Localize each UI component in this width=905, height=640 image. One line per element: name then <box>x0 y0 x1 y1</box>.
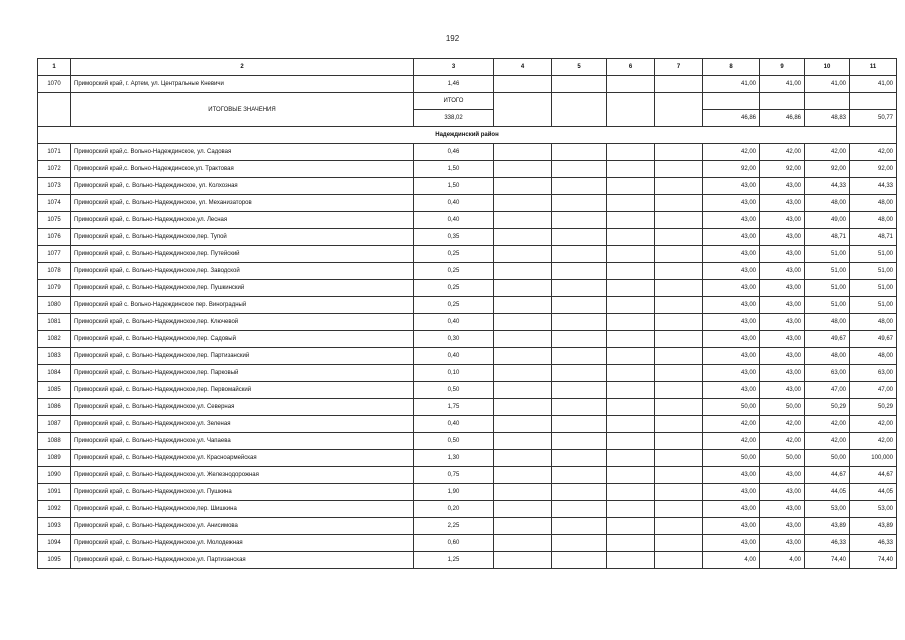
value-col-9: 43,00 <box>760 331 805 348</box>
road-length: 0,20 <box>414 501 494 518</box>
table-row <box>38 433 897 450</box>
value-col-10: 43,89 <box>805 518 850 535</box>
value-col-9: 43,00 <box>760 178 805 195</box>
value-col-9: 43,00 <box>760 297 805 314</box>
row-number: 1076 <box>38 229 71 246</box>
value-col-11: 100,000 <box>850 450 897 467</box>
value-col-11: 46,33 <box>850 535 897 552</box>
road-length: 0,40 <box>414 348 494 365</box>
road-name: Приморский край, с. Вольно-Надеждинское,пер. Партизанский <box>71 348 414 365</box>
value-col-8: 42,00 <box>703 433 760 450</box>
table-row <box>38 246 897 263</box>
value-col-10: 44,05 <box>805 484 850 501</box>
road-name: Приморский край, с. Вольно-Надеждинское,ул. Партизанская <box>71 552 414 569</box>
road-length: 1,50 <box>414 161 494 178</box>
value-col-10: 42,00 <box>805 144 850 161</box>
table-row <box>38 229 897 246</box>
value-col-8: 50,00 <box>703 399 760 416</box>
road-name: Приморский край, с. Вольно-Надеждинское,ул. Красноармейская <box>71 450 414 467</box>
value-col-10: 74,40 <box>805 552 850 569</box>
totals-col-10: 48,83 <box>805 110 850 127</box>
row-number: 1070 <box>38 76 71 93</box>
road-name: Приморский край, с. Вольно-Надеждинское,пер. Первомайский <box>71 382 414 399</box>
value-col-11: 44,33 <box>850 178 897 195</box>
table-row <box>38 467 897 484</box>
road-name: Приморский край, с. Вольно-Надеждинское,ул. Чапаева <box>71 433 414 450</box>
value-col-8: 43,00 <box>703 331 760 348</box>
column-header: 9 <box>760 59 805 76</box>
value-col-10: 50,29 <box>805 399 850 416</box>
road-name: Приморский край, с. Вольно-Надеждинское,ул. Пушкина <box>71 484 414 501</box>
column-header: 2 <box>71 59 414 76</box>
row-number: 1093 <box>38 518 71 535</box>
row-number: 1092 <box>38 501 71 518</box>
value-col-11: 48,00 <box>850 212 897 229</box>
value-col-10: 48,00 <box>805 195 850 212</box>
value-col-10: 49,00 <box>805 212 850 229</box>
value-col-8: 43,00 <box>703 467 760 484</box>
totals-col-11: 50,77 <box>850 110 897 127</box>
row-number: 1087 <box>38 416 71 433</box>
value-col-10: 53,00 <box>805 501 850 518</box>
value-col-9: 92,00 <box>760 161 805 178</box>
section-row <box>38 127 897 144</box>
road-length: 0,60 <box>414 535 494 552</box>
table-row <box>38 552 897 569</box>
value-col-9: 43,00 <box>760 348 805 365</box>
value-col-8: 43,00 <box>703 246 760 263</box>
road-length: 0,25 <box>414 297 494 314</box>
value-col-8: 43,00 <box>703 348 760 365</box>
value-col-9: 43,00 <box>760 467 805 484</box>
row-number: 1091 <box>38 484 71 501</box>
value-col-8: 43,00 <box>703 382 760 399</box>
row-number: 1090 <box>38 467 71 484</box>
table-row <box>38 297 897 314</box>
road-name: Приморский край, с. Вольно-Надеждинское,пер. Пушкинский <box>71 280 414 297</box>
value-col-11: 44,67 <box>850 467 897 484</box>
value-col-10: 41,00 <box>805 76 850 93</box>
road-name: Приморский край, с. Вольно-Надеждинское,ул. Анисимова <box>71 518 414 535</box>
totals-row <box>38 93 897 110</box>
row-number: 1077 <box>38 246 71 263</box>
value-col-11: 42,00 <box>850 416 897 433</box>
table-row <box>38 450 897 467</box>
column-header: 8 <box>703 59 760 76</box>
value-col-8: 41,00 <box>703 76 760 93</box>
value-col-11: 48,00 <box>850 348 897 365</box>
value-col-11: 48,00 <box>850 314 897 331</box>
road-name: Приморский край,с. Вольно-Надеждинское, ул. Садовая <box>71 144 414 161</box>
value-col-9: 43,00 <box>760 501 805 518</box>
value-col-11: 42,00 <box>850 144 897 161</box>
table-row <box>38 331 897 348</box>
value-col-11: 48,00 <box>850 195 897 212</box>
value-col-10: 63,00 <box>805 365 850 382</box>
value-col-11: 47,00 <box>850 382 897 399</box>
value-col-11: 74,40 <box>850 552 897 569</box>
row-number: 1072 <box>38 161 71 178</box>
value-col-9: 42,00 <box>760 416 805 433</box>
value-col-8: 43,00 <box>703 229 760 246</box>
totals-sum: 338,02 <box>414 110 494 127</box>
road-name: Приморский край, с. Вольно-Надеждинское,пер. Садовый <box>71 331 414 348</box>
road-length: 0,25 <box>414 263 494 280</box>
value-col-10: 44,67 <box>805 467 850 484</box>
row-number: 1074 <box>38 195 71 212</box>
value-col-11: 51,00 <box>850 246 897 263</box>
value-col-10: 51,00 <box>805 297 850 314</box>
value-col-8: 43,00 <box>703 263 760 280</box>
value-col-9: 43,00 <box>760 212 805 229</box>
road-table <box>37 58 897 569</box>
value-col-9: 4,00 <box>760 552 805 569</box>
value-col-8: 50,00 <box>703 450 760 467</box>
value-col-8: 43,00 <box>703 195 760 212</box>
value-col-10: 51,00 <box>805 280 850 297</box>
value-col-11: 51,00 <box>850 280 897 297</box>
value-col-10: 49,67 <box>805 331 850 348</box>
row-number: 1075 <box>38 212 71 229</box>
value-col-10: 47,00 <box>805 382 850 399</box>
row-number: 1086 <box>38 399 71 416</box>
value-col-8: 43,00 <box>703 535 760 552</box>
road-name: Приморский край с. Вольно-Надеждинское пер. Виноградный <box>71 297 414 314</box>
road-length: 0,40 <box>414 416 494 433</box>
value-col-8: 43,00 <box>703 518 760 535</box>
value-col-11: 51,00 <box>850 297 897 314</box>
road-name: Приморский край, с. Вольно-Надеждинское,ул. Молодежная <box>71 535 414 552</box>
column-header: 5 <box>552 59 607 76</box>
road-length: 1,75 <box>414 399 494 416</box>
table-row <box>38 501 897 518</box>
value-col-9: 43,00 <box>760 518 805 535</box>
table-row <box>38 178 897 195</box>
value-col-9: 42,00 <box>760 144 805 161</box>
value-col-8: 42,00 <box>703 416 760 433</box>
row-number: 1082 <box>38 331 71 348</box>
value-col-10: 51,00 <box>805 263 850 280</box>
road-name: Приморский край, с. Вольно-Надеждинское, ул. Механизаторов <box>71 195 414 212</box>
value-col-10: 48,71 <box>805 229 850 246</box>
road-length: 0,40 <box>414 314 494 331</box>
value-col-9: 43,00 <box>760 263 805 280</box>
value-col-8: 92,00 <box>703 161 760 178</box>
column-header: 7 <box>655 59 703 76</box>
row-number: 1079 <box>38 280 71 297</box>
value-col-9: 50,00 <box>760 450 805 467</box>
table-row <box>38 314 897 331</box>
road-length: 0,40 <box>414 195 494 212</box>
road-length: 2,25 <box>414 518 494 535</box>
row-number: 1088 <box>38 433 71 450</box>
value-col-9: 43,00 <box>760 314 805 331</box>
value-col-9: 43,00 <box>760 484 805 501</box>
row-number: 1094 <box>38 535 71 552</box>
value-col-11: 50,29 <box>850 399 897 416</box>
table-row <box>38 76 897 93</box>
road-name: Приморский край, с. Вольно-Надеждинское, ул. Колхозная <box>71 178 414 195</box>
value-col-10: 92,00 <box>805 161 850 178</box>
row-number: 1073 <box>38 178 71 195</box>
value-col-9: 41,00 <box>760 76 805 93</box>
page-number: 192 <box>445 34 460 43</box>
value-col-11: 92,00 <box>850 161 897 178</box>
row-number: 1080 <box>38 297 71 314</box>
road-name: Приморский край, с. Вольно-Надеждинское,ул. Зеленая <box>71 416 414 433</box>
road-name: Приморский край, с. Вольно-Надеждинское,ул. Железнодорожная <box>71 467 414 484</box>
value-col-8: 4,00 <box>703 552 760 569</box>
table-row <box>38 399 897 416</box>
value-col-8: 43,00 <box>703 365 760 382</box>
value-col-11: 42,00 <box>850 433 897 450</box>
table-row <box>38 365 897 382</box>
road-length: 0,50 <box>414 382 494 399</box>
table-row <box>38 518 897 535</box>
value-col-8: 42,00 <box>703 144 760 161</box>
value-col-9: 43,00 <box>760 280 805 297</box>
value-col-8: 43,00 <box>703 501 760 518</box>
value-col-9: 43,00 <box>760 382 805 399</box>
value-col-9: 43,00 <box>760 229 805 246</box>
road-name: Приморский край, с. Вольно-Надеждинское,пер. Тупой <box>71 229 414 246</box>
road-length: 1,50 <box>414 178 494 195</box>
totals-label: ИТОГОВЫЕ ЗНАЧЕНИЯ <box>71 93 414 127</box>
road-length: 1,25 <box>414 552 494 569</box>
row-number: 1078 <box>38 263 71 280</box>
table-row <box>38 416 897 433</box>
value-col-9: 42,00 <box>760 433 805 450</box>
value-col-11: 51,00 <box>850 263 897 280</box>
road-name: Приморский край, с. Вольно-Надеждинское,ул. Лесная <box>71 212 414 229</box>
road-name: Приморский край, с. Вольно-Надеждинское,пер. Ключевой <box>71 314 414 331</box>
value-col-11: 41,00 <box>850 76 897 93</box>
column-header: 4 <box>494 59 552 76</box>
value-col-11: 48,71 <box>850 229 897 246</box>
column-header: 1 <box>38 59 71 76</box>
table-row <box>38 382 897 399</box>
value-col-9: 43,00 <box>760 195 805 212</box>
value-col-9: 50,00 <box>760 399 805 416</box>
value-col-10: 50,00 <box>805 450 850 467</box>
road-length: 1,46 <box>414 76 494 93</box>
column-header-row <box>38 59 897 76</box>
road-length: 0,75 <box>414 467 494 484</box>
value-col-9: 43,00 <box>760 246 805 263</box>
row-number: 1083 <box>38 348 71 365</box>
road-length: 1,30 <box>414 450 494 467</box>
road-length: 0,35 <box>414 229 494 246</box>
row-number: 1085 <box>38 382 71 399</box>
value-col-8: 43,00 <box>703 484 760 501</box>
value-col-9: 43,00 <box>760 365 805 382</box>
value-col-10: 51,00 <box>805 246 850 263</box>
road-length: 0,25 <box>414 280 494 297</box>
column-header: 10 <box>805 59 850 76</box>
value-col-8: 43,00 <box>703 314 760 331</box>
row-number: 1095 <box>38 552 71 569</box>
value-col-8: 43,00 <box>703 280 760 297</box>
value-col-11: 63,00 <box>850 365 897 382</box>
table-row <box>38 484 897 501</box>
road-name: Приморский край, г. Артем, ул. Центральные Кневичи <box>71 76 414 93</box>
value-col-11: 53,00 <box>850 501 897 518</box>
road-length: 0,46 <box>414 144 494 161</box>
value-col-8: 43,00 <box>703 212 760 229</box>
road-name: Приморский край,с. Вольно-Надеждинское,ул. Трактовая <box>71 161 414 178</box>
value-col-10: 48,00 <box>805 314 850 331</box>
road-length: 0,30 <box>414 331 494 348</box>
table-row <box>38 161 897 178</box>
value-col-11: 43,89 <box>850 518 897 535</box>
value-col-8: 43,00 <box>703 297 760 314</box>
road-name: Приморский край, с. Вольно-Надеждинское,пер. Парковый <box>71 365 414 382</box>
value-col-11: 49,67 <box>850 331 897 348</box>
table-row <box>38 280 897 297</box>
road-length: 0,10 <box>414 365 494 382</box>
value-col-11: 44,05 <box>850 484 897 501</box>
row-number: 1089 <box>38 450 71 467</box>
column-header: 3 <box>414 59 494 76</box>
value-col-8: 43,00 <box>703 178 760 195</box>
row-number: 1084 <box>38 365 71 382</box>
table-row <box>38 212 897 229</box>
column-header: 6 <box>607 59 655 76</box>
road-name: Приморский край, с. Вольно-Надеждинское,пер. Шишкина <box>71 501 414 518</box>
road-name: Приморский край, с. Вольно-Надеждинское,ул. Северная <box>71 399 414 416</box>
road-name: Приморский край, с. Вольно-Надеждинское,пер. Путейский <box>71 246 414 263</box>
road-length: 0,40 <box>414 212 494 229</box>
itogo-label: ИТОГО <box>414 93 494 110</box>
value-col-10: 42,00 <box>805 416 850 433</box>
value-col-10: 46,33 <box>805 535 850 552</box>
value-col-10: 48,00 <box>805 348 850 365</box>
column-header: 11 <box>850 59 897 76</box>
table-row <box>38 263 897 280</box>
table-row <box>38 535 897 552</box>
value-col-10: 44,33 <box>805 178 850 195</box>
totals-col-8: 46,86 <box>703 110 760 127</box>
value-col-9: 43,00 <box>760 535 805 552</box>
road-length: 0,50 <box>414 433 494 450</box>
section-title: Надеждинский район <box>38 127 897 144</box>
totals-col-9: 46,86 <box>760 110 805 127</box>
road-length: 1,90 <box>414 484 494 501</box>
row-number: 1071 <box>38 144 71 161</box>
table-row <box>38 144 897 161</box>
table-row <box>38 348 897 365</box>
table-row <box>38 195 897 212</box>
road-name: Приморский край, с. Вольно-Надеждинское,пер. Заводской <box>71 263 414 280</box>
row-number: 1081 <box>38 314 71 331</box>
road-length: 0,25 <box>414 246 494 263</box>
value-col-10: 42,00 <box>805 433 850 450</box>
